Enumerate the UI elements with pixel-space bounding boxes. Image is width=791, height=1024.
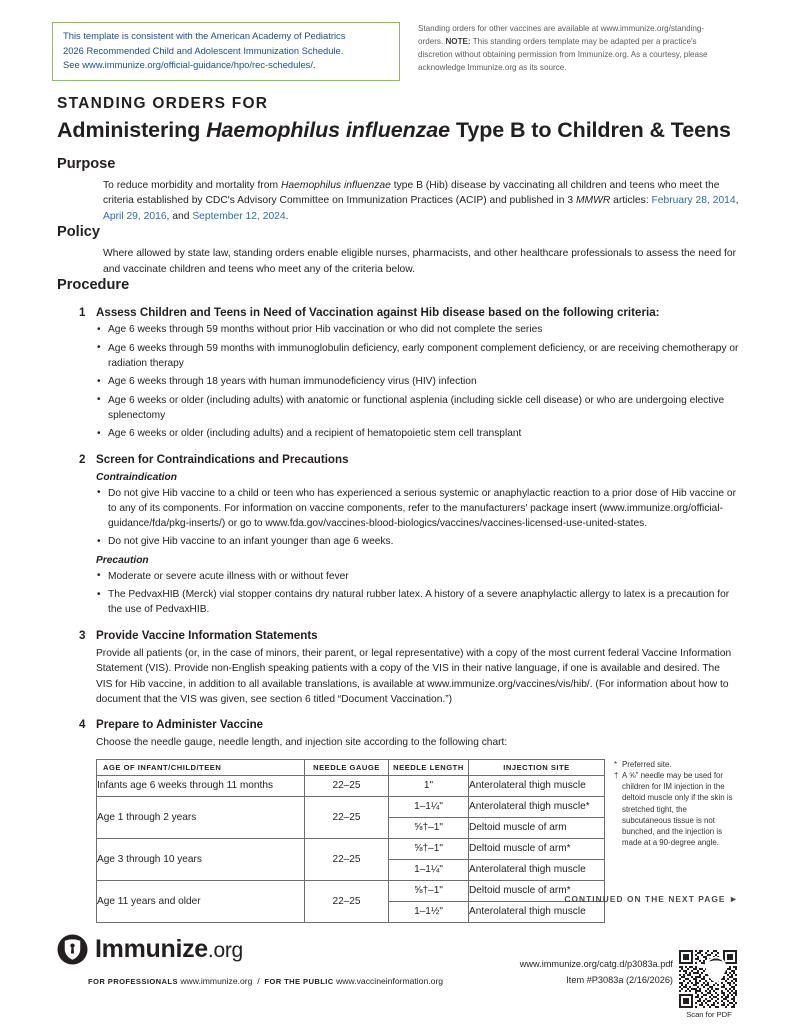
col-header-site: INJECTION SITE	[469, 759, 605, 775]
document-body	[57, 156, 757, 923]
step-3-body	[96, 646, 757, 707]
cell-age: Age 3 through 10 years	[97, 838, 305, 880]
step-3-heading	[79, 628, 757, 643]
procedure-step-2	[79, 452, 757, 618]
step-2-title: Screen for Contraindications and Precautions	[96, 453, 349, 467]
immunize-shield-icon	[57, 934, 88, 965]
policy-text: Where allowed by state law, standing orders enable eligible nurses, pharmacists, and other healthcare professionals to assess the need for and vaccinate children and teens who meet any of the criteria below.	[103, 247, 737, 275]
procedure-step-1	[79, 305, 757, 442]
cell-age: Infants age 6 weeks through 11 months	[97, 775, 305, 796]
cell-length: 1"	[389, 775, 469, 796]
step-3-text: Provide all patients (or, in the case of minors, their parent, or legal representative) with a copy of the most current federal Vaccine Information Statement (VIS). Provide non-English speaking patients with a copy of the VIS in their native language, if one is available and desired. The VIS for Hib vaccine, in addition to all available translations, is available at www.immunize.org/vaccines/vis/hib/. (For information about how to document that the VIS was given, see section 6 titled “Document Vaccination.”)	[96, 648, 732, 706]
source-note-part2: This standing orders template may be adapted per a practice's discretion without obtaining permission from Immunize.org. As a courtesy, please acknowledge Immunize.org as its source.	[418, 37, 708, 73]
cell-site: Anterolateral thigh muscle	[469, 859, 605, 880]
purpose-mid: type B (Hib) disease by vaccinating all children and teens who meet the criteria established by CDC's Advisory Committee on Immunization Practices (ACIP) and published in 3	[103, 179, 720, 207]
footer-separator: /	[257, 976, 260, 986]
aap-notice-line-1: This template is consistent with the American Academy of Pediatrics	[63, 30, 346, 41]
purpose-sep-1: ,	[735, 195, 739, 207]
aap-consistency-notice	[52, 22, 400, 81]
cell-site: Deltoid muscle of arm*	[469, 880, 605, 901]
table-row	[97, 775, 605, 796]
continued-label: CONTINUED ON THE NEXT PAGE	[564, 894, 726, 904]
cell-age: Age 11 years and older	[97, 880, 305, 922]
continued-notice	[0, 894, 791, 904]
immunize-logo[interactable]	[57, 934, 243, 965]
procedure-heading: Procedure	[57, 277, 130, 294]
precaution-label: Precaution	[96, 555, 149, 567]
purpose-after: articles:	[610, 195, 652, 207]
step-4-title: Prepare to Administer Vaccine	[96, 718, 264, 732]
step-1-criteria-list	[96, 323, 757, 442]
aap-notice-line-2: 2026 Recommended Child and Adolescent Immunization Schedule.	[63, 44, 344, 56]
footnote-asterisk-marker: *	[614, 759, 618, 769]
aap-notice-line-3: See www.immunize.org/official-guidance/hpo/rec-schedules/.	[63, 59, 316, 71]
contraindication-label: Contraindication	[96, 472, 177, 484]
footnote-dagger-marker: †	[614, 770, 619, 780]
col-header-gauge: NEEDLE GAUGE	[305, 759, 389, 775]
title-post: Type B to Children & Teens	[450, 117, 731, 142]
purpose-period: .	[285, 210, 289, 222]
immunize-wordmark	[95, 937, 243, 962]
purpose-heading: Purpose	[57, 156, 116, 172]
item-number: Item #P3083a (2/16/2026)	[566, 975, 673, 986]
purpose-sep-2: , and	[166, 210, 193, 222]
cell-gauge: 22–25	[305, 775, 389, 796]
footnote-asterisk-text: Preferred site.	[622, 759, 672, 769]
purpose-text	[103, 178, 748, 225]
page-kicker: STANDING ORDERS FOR	[57, 95, 269, 112]
for-public-label: FOR THE PUBLIC	[264, 977, 334, 986]
source-note-label: NOTE:	[445, 37, 471, 47]
table-row	[97, 838, 605, 859]
precaution-list	[96, 570, 757, 618]
cell-age: Age 1 through 2 years	[97, 796, 305, 838]
table-header-row	[97, 759, 605, 775]
step-3-number: 3	[79, 629, 86, 643]
footnote-preferred-site	[614, 759, 736, 770]
cell-gauge: 22–25	[305, 838, 389, 880]
cell-site: Anterolateral thigh muscle	[469, 775, 605, 796]
title-species: Haemophilus influenzae	[206, 117, 451, 142]
purpose-species: Haemophilus influenzae	[280, 179, 391, 191]
logo-suffix: .org	[207, 939, 243, 962]
cell-gauge: 22–25	[305, 880, 389, 922]
page-footer	[0, 928, 791, 1024]
step-1-title: Assess Children and Teens in Need of Vaccination against Hib disease based on the following criteria:	[96, 305, 660, 319]
list-item: • Age 6 weeks through 59 months without prior Hib vaccination or who did not complete the series	[96, 323, 741, 338]
footer-links	[88, 976, 443, 986]
top-notice-row	[0, 22, 791, 81]
col-header-length: NEEDLE LENGTH	[389, 759, 469, 775]
needle-chart-footnotes	[614, 759, 736, 849]
step-4-text: Choose the needle gauge, needle length, and injection site according to the following chart:	[96, 737, 508, 749]
step-2-heading	[79, 452, 757, 467]
list-item: • Age 6 weeks or older (including adults) and a recipient of hematopoietic stem cell transplant	[96, 427, 741, 442]
list-item: • Do not give Hib vaccine to a child or teen who has experienced a serious systemic or anaphylactic reaction to a prior dose of Hib vaccine or to any of its components. For information on vaccine components, refer to the manufacturers' package insert (www.immunize.org/official-guidance/fda/pkg-inserts/) or go to www.fda.gov/vaccines-blood-biologics/vaccines/vaccines-licensed-use-united-states.	[96, 487, 741, 532]
step-2-number: 2	[79, 453, 86, 467]
triangle-right-icon: ►	[728, 894, 739, 904]
footnote-needle-length	[614, 770, 736, 849]
purpose-mmwr: MMWR	[575, 195, 611, 207]
for-public-url[interactable]: www.vaccineinformation.org	[336, 976, 444, 986]
col-header-age: AGE OF INFANT/CHILD/TEEN	[97, 759, 305, 775]
cell-length: 1–1¼"	[389, 859, 469, 880]
mmwr-link-2[interactable]: April 29, 2016	[103, 210, 167, 222]
step-1-number: 1	[79, 305, 86, 319]
cell-site: Deltoid muscle of arm	[469, 817, 605, 838]
mmwr-link-3[interactable]: September 12, 2024	[192, 210, 286, 222]
qr-caption: Scan for PDF	[686, 1010, 732, 1019]
procedure-step-3	[79, 628, 757, 707]
mmwr-link-1[interactable]: February 28, 2014	[651, 195, 736, 207]
for-professionals-url[interactable]: www.immunize.org	[180, 976, 253, 986]
purpose-pre: To reduce morbidity and mortality from	[103, 179, 281, 191]
cell-site: Anterolateral thigh muscle*	[469, 796, 605, 817]
cell-site: Anterolateral thigh muscle	[469, 901, 605, 922]
step-2-body	[96, 472, 757, 618]
standing-orders-source-note	[418, 22, 710, 74]
list-item: • Moderate or severe acute illness with or without fever	[96, 570, 741, 585]
footer-document-info	[520, 956, 673, 988]
cell-length: 1–1½"	[389, 901, 469, 922]
step-4-number: 4	[79, 718, 86, 732]
policy-heading: Policy	[57, 224, 100, 241]
cell-length: 1–1¼"	[389, 796, 469, 817]
cell-gauge: 22–25	[305, 796, 389, 838]
step-1-body	[96, 323, 757, 442]
contraindication-list	[96, 487, 757, 550]
step-4-heading	[79, 717, 757, 732]
step-1-heading	[79, 305, 757, 320]
title-block	[57, 95, 747, 144]
footnote-dagger-text: A ⅝" needle may be used for children for IM injection in the deltoid muscle only if the skin is stretched tight, the subcutaneous tissue is not bunched, and the injection is made at a 90-degree angle.	[622, 770, 733, 848]
list-item: • Age 6 weeks through 59 months with immunoglobulin deficiency, early component complement deficiency, or are receiving chemotherapy or radiation therapy	[96, 342, 741, 372]
qr-code-icon	[679, 950, 737, 1008]
cell-length: ⅝†–1"	[389, 838, 469, 859]
page-title	[57, 117, 747, 145]
source-note-part1: Standing orders for other vaccines are available at www.immunize.org/standing-orders.	[418, 24, 705, 47]
qr-code-block[interactable]	[679, 950, 739, 1019]
cell-length: ⅝†–1"	[389, 817, 469, 838]
list-item: • Age 6 weeks or older (including adults) with anatomic or functional asplenia (including sickle cell disease) or who are undergoing elective splenectomy	[96, 394, 741, 424]
step-3-title: Provide Vaccine Information Statements	[96, 629, 318, 643]
logo-name: Immunize	[95, 935, 208, 963]
list-item: • The PedvaxHIB (Merck) vial stopper contains dry natural rubber latex. A history of a severe anaphylactic allergy to latex is a precaution for the use of PedvaxHIB.	[96, 588, 741, 618]
procedure-step-4	[79, 717, 757, 922]
list-item: • Age 6 weeks through 18 years with human immunodeficiency virus (HIV) infection	[96, 375, 741, 390]
cell-length: ⅝†–1"	[389, 880, 469, 901]
table-row	[97, 796, 605, 817]
title-pre: Administering	[57, 117, 207, 142]
for-professionals-label: FOR PROFESSIONALS	[88, 977, 178, 986]
list-item: • Do not give Hib vaccine to an infant younger than age 6 weeks.	[96, 535, 741, 550]
cell-site: Deltoid muscle of arm*	[469, 838, 605, 859]
pdf-url[interactable]: www.immunize.org/catg.d/p3083a.pdf	[519, 959, 673, 969]
